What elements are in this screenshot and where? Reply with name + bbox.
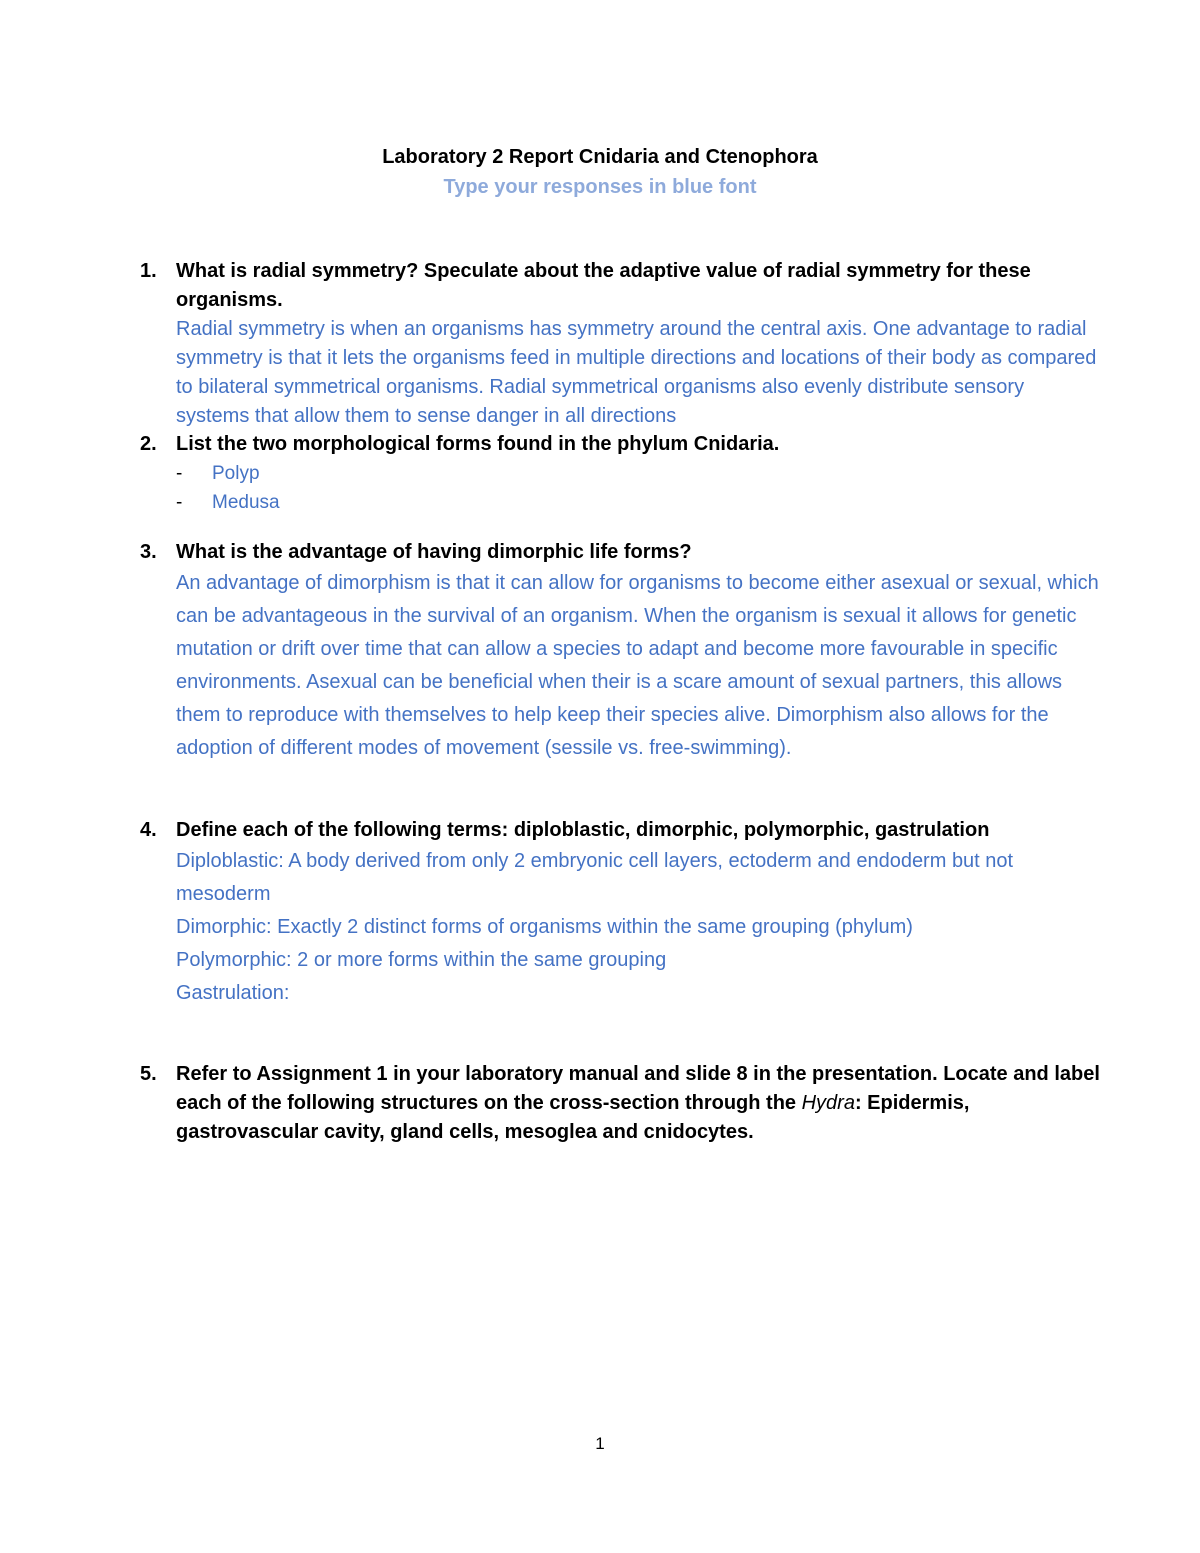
list-dash: - [176,492,183,513]
question-3-prompt [140,538,1100,567]
question-text-end: : Epidermis, gastrovascular cavity, gland cells, mesoglea and cnidocytes. [176,1092,970,1143]
question-1 [140,257,1100,431]
question-text-italic: Hydra [801,1092,855,1114]
question-text: List the two morphological forms found in the phylum Cnidaria. [176,433,780,455]
answer-list-item [140,459,1100,488]
question-1-prompt [140,257,1100,315]
question-number: 2. [140,433,157,455]
question-1-answer: Radial symmetry is when an organisms has symmetry around the central axis. One advantage to radial symmetry is that it lets the organisms feed in multiple directions and locations of their body as compared to bilateral symmetrical organisms. Radial symmetrical organisms also evenly distribute sensory systems that allow them to sense danger in all directions [176,318,1097,427]
question-4-prompt [140,816,1100,845]
question-number: 4. [140,819,157,841]
question-number: 5. [140,1063,157,1085]
definition-diploblastic: Diploblastic: A body derived from only 2 embryonic cell layers, ectoderm and endoderm but not mesoderm [176,850,1014,905]
question-5 [140,1060,1100,1147]
definition-dimorphic: Dimorphic: Exactly 2 distinct forms of organisms within the same grouping (phylum) [176,916,913,938]
page-number: 1 [595,1434,605,1453]
question-3 [140,538,1100,765]
question-text: Define each of the following terms: diploblastic, dimorphic, polymorphic, gastrulation [176,819,990,841]
question-5-prompt [140,1060,1100,1147]
question-text: What is the advantage of having dimorphic life forms? [176,541,692,563]
question-text-start: Refer to Assignment 1 in your laboratory manual and slide 8 in the presentation. Locate and label each of the following structures on the cross-section through the [176,1063,1100,1114]
question-2 [140,430,1100,517]
question-number: 3. [140,541,157,563]
definition-polymorphic: Polymorphic: 2 or more forms within the same grouping [176,949,667,971]
answer-item-text: Medusa [212,492,280,513]
question-number: 1. [140,260,157,282]
list-dash: - [176,463,183,484]
answer-item-text: Polyp [212,463,260,484]
question-4 [140,816,1100,1010]
question-3-answer: An advantage of dimorphism is that it can allow for organisms to become either asexual or sexual, which can be advantageous in the survival of an organism. When the organism is sexual it allows for genetic mutation or drift over time that can allow a species to adapt and become more favourable in specific environments. Asexual can be beneficial when their is a scare amount of sexual partners, this allows them to reproduce with themselves to help keep their species alive. Dimorphism also allows for the adoption of different modes of movement (sessile vs. free-swimming). [176,572,1099,759]
answer-list-item [140,488,1100,517]
question-text: What is radial symmetry? Speculate about the adaptive value of radial symmetry for these organisms. [176,260,1031,311]
document-subtitle: Type your responses in blue font [443,176,757,198]
question-2-prompt [140,430,1100,459]
definition-gastrulation: Gastrulation: [176,982,290,1004]
document-title: Laboratory 2 Report Cnidaria and Ctenophora [382,146,818,168]
